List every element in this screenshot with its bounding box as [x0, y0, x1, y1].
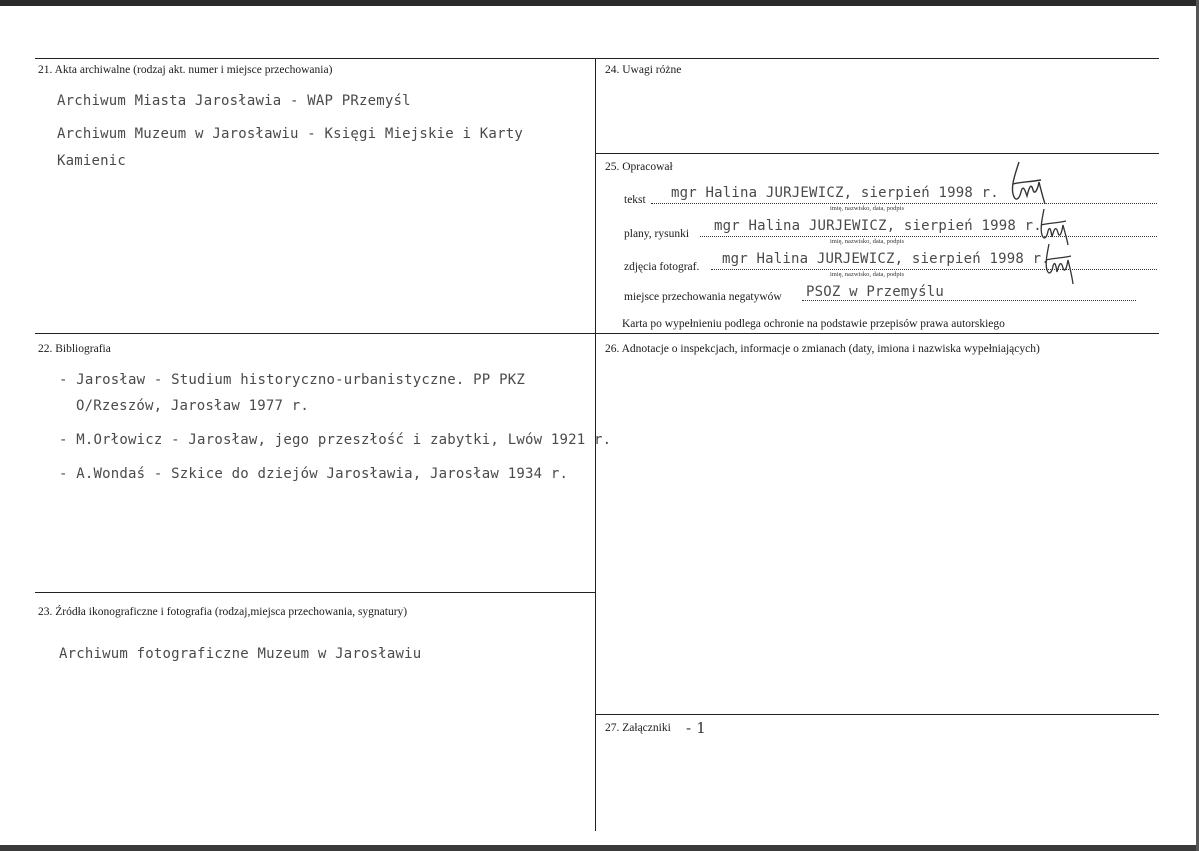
form-top-border [35, 58, 1159, 59]
plans-author-caption: imię, nazwisko, data, podpis [830, 238, 905, 245]
divider-26-27 [595, 714, 1159, 715]
iconographic-source-line: Archiwum fotograficzne Muzeum w Jarosławiu [59, 646, 422, 662]
archival-record-line: Archiwum Miasta Jarosławia - WAP PRzemyśl [57, 93, 411, 109]
photos-author-label: zdjęcia fotograf. [624, 261, 700, 273]
divider-24-25 [595, 153, 1159, 154]
archival-record-line: Archiwum Muzeum w Jarosławiu - Księgi Miejskie i Karty [57, 126, 523, 142]
negatives-location-dotted-line [802, 300, 1136, 301]
section-27-label: 27. Załączniki [605, 722, 671, 734]
negatives-location-value: PSOZ w Przemyślu [806, 284, 945, 300]
scan-top-edge [0, 0, 1199, 6]
bibliography-entry: - Jarosław - Studium historyczno-urbanistyczne. PP PKZ [59, 372, 525, 388]
plans-author-dotted-line [700, 236, 1157, 237]
plans-author-value: mgr Halina JURJEWICZ, sierpień 1998 r. [714, 218, 1042, 234]
plans-author-label: plany, rysunki [624, 228, 690, 240]
signature-text-author [1005, 160, 1055, 208]
text-author-dotted-line [651, 203, 1157, 204]
bibliography-entry-continuation: O/Rzeszów, Jarosław 1977 r. [76, 398, 309, 414]
attachments-value: - 1 [686, 719, 706, 737]
negatives-location-label: miejsce przechowania negatywów [624, 291, 782, 303]
divider-22-23 [35, 592, 595, 593]
copyright-notice: Karta po wypełnieniu podlega ochronie na podstawie przepisów prawa autorskiego [622, 318, 1005, 330]
divider-21-22 [35, 333, 1159, 334]
section-24-label: 24. Uwagi różne [605, 64, 682, 76]
photos-author-caption: imię, nazwisko, data, podpis [830, 271, 905, 278]
section-22-label: 22. Bibliografia [38, 343, 111, 355]
section-21-label: 21. Akta archiwalne (rodzaj akt. numer i miejsce przechowania) [38, 64, 333, 76]
bibliography-entry: - M.Orłowicz - Jarosław, jego przeszłość i zabytki, Lwów 1921 r. [59, 432, 612, 448]
archival-record-line: Kamienic [57, 153, 127, 169]
signature-photos-author [1043, 242, 1079, 286]
section-25-label: 25. Opracował [605, 161, 673, 173]
signature-plans-author [1038, 207, 1074, 247]
text-author-label: tekst [624, 194, 646, 206]
section-23-label: 23. Źródła ikonograficzne i fotografia (rodzaj,miejsca przechowania, sygnatury) [38, 606, 408, 618]
text-author-caption: imię, nazwisko, data, podpis [830, 205, 905, 212]
photos-author-value: mgr Halina JURJEWICZ, sierpień 1998 r. [722, 251, 1050, 267]
bibliography-entry: - A.Wondaś - Szkice do dziejów Jarosławia, Jarosław 1934 r. [59, 466, 569, 482]
photos-author-dotted-line [711, 269, 1157, 270]
scan-bottom-edge [0, 845, 1199, 851]
text-author-value: mgr Halina JURJEWICZ, sierpień 1998 r. [671, 185, 999, 201]
section-26-label: 26. Adnotacje o inspekcjach, informacje o zmianach (daty, imiona i nazwiska wypełniających) [605, 343, 1040, 355]
